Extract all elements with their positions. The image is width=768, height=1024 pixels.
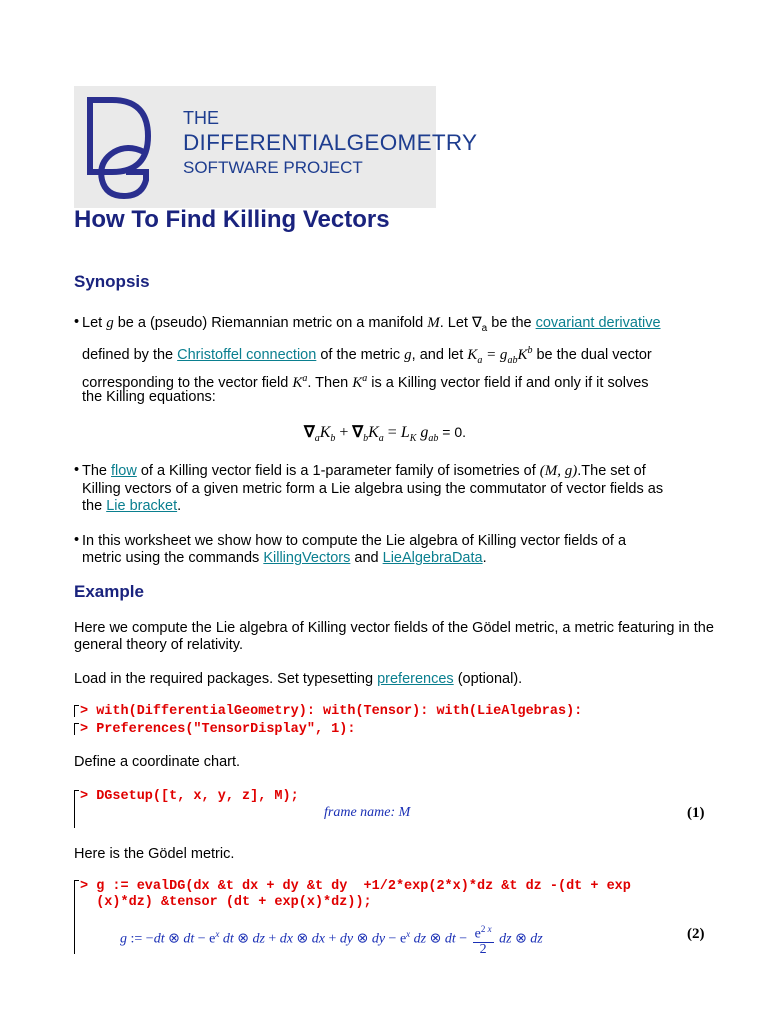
synopsis-bullet-3-line-1: In this worksheet we show how to compute the Lie algebra of Killing vector fields of a: [82, 533, 627, 549]
christoffel-connection-link[interactable]: Christoffel connection: [177, 347, 317, 363]
command-preferences[interactable]: > Preferences("TensorDisplay", 1):: [80, 722, 356, 737]
page-title: How To Find Killing Vectors: [74, 206, 390, 233]
exec-group-bracket: [74, 723, 75, 735]
lie-bracket-link[interactable]: Lie bracket: [106, 498, 178, 514]
command-godel-metric-line-2[interactable]: (x)*dz) &tensor (dt + exp(x)*dz));: [80, 895, 372, 910]
bullet-dot: •: [74, 532, 80, 548]
exec-group-bracket: [74, 705, 75, 717]
command-dgsetup[interactable]: > DGsetup([t, x, y, z], M);: [80, 789, 299, 804]
example-intro: Here we compute the Lie algebra of Killing vector fields of the Gödel metric, a metric featuring in the general theory of relativity.: [74, 620, 714, 653]
covariant-derivative-link[interactable]: covariant derivative: [535, 315, 661, 331]
synopsis-bullet-2-line-2: Killing vectors of a given metric form a Lie algebra using the commutator of vector fields as: [82, 481, 664, 497]
define-chart-text: Define a coordinate chart.: [74, 754, 241, 770]
exec-group-bracket: [74, 880, 75, 954]
killing-equation: $\nabla_aK_b + \nabla_bK_a = L_K$ $g_{ab} = 0$.: [304, 424, 467, 445]
load-packages-text: Load in the required packages. Set typesetting preferences (optional).: [74, 671, 523, 687]
synopsis-bullet-3-line-2: metric using the commands KillingVectors and LieAlgebraData.: [82, 550, 487, 566]
dual-vector-expr: $K_a = g_{ab}K^b$: [467, 345, 533, 366]
bullet-dot: •: [74, 462, 80, 478]
command-load-packages[interactable]: > with(DifferentialGeometry): with(Tensor): with(LieAlgebras):: [80, 704, 583, 719]
bullet-dot: •: [74, 314, 80, 330]
dg-logo-mark-icon: [84, 96, 156, 200]
logo-line-project: SOFTWARE PROJECT: [183, 158, 363, 177]
synopsis-bullet-2-line-1: The flow of a Killing vector field is a 1-parameter family of isometries of (M, g).The set of: [82, 463, 646, 479]
synopsis-bullet-2-line-3: the Lie bracket.: [82, 498, 182, 514]
exec-group-bracket: [74, 790, 75, 828]
flow-link[interactable]: flow: [111, 463, 137, 479]
logo-line-the: THE: [183, 108, 219, 128]
synopsis-bullet-1-line-2: defined by the Christoffel connection of the metric g, and let $K_a = g_{ab}K^b$ be the dual vector: [82, 345, 652, 366]
output-frame-name: frame name: M: [324, 805, 411, 820]
example-heading: Example: [74, 582, 144, 601]
equation-label-2: (2): [687, 926, 705, 942]
preferences-link[interactable]: preferences: [377, 671, 454, 687]
synopsis-bullet-1-line-3: corresponding to the vector field $K^a$. Then $K^a$ is a Killing vector field if and only if it solves: [82, 373, 649, 391]
synopsis-bullet-1-line-4: the Killing equations:: [82, 389, 216, 405]
godel-metric-text: Here is the Gödel metric.: [74, 846, 235, 862]
logo-line-dg: DIFFERENTIALGEOMETRY: [183, 130, 478, 155]
equation-label-1: (1): [687, 805, 705, 821]
synopsis-heading: Synopsis: [74, 272, 150, 291]
lie-algebra-data-link[interactable]: LieAlgebraData: [382, 550, 483, 566]
godel-metric-output: g := −dt ⊗ dt − $e^x$ dt ⊗ dz + dx ⊗ dx + dy ⊗ dy − $e^x$ dz ⊗ dt − $\frac{e^{2 x}}{2}$ dz ⊗ dz: [120, 924, 543, 957]
command-godel-metric-line-1[interactable]: > g := evalDG(dx &t dx + dy &t dy +1/2*exp(2*x)*dz &t dz -(dt + exp: [80, 879, 631, 894]
synopsis-bullet-1-line-1: Let g be a (pseudo) Riemannian metric on a manifold M. Let $\nabla_a$ be the covariant derivative: [82, 315, 661, 334]
killing-vectors-link[interactable]: KillingVectors: [263, 550, 351, 566]
